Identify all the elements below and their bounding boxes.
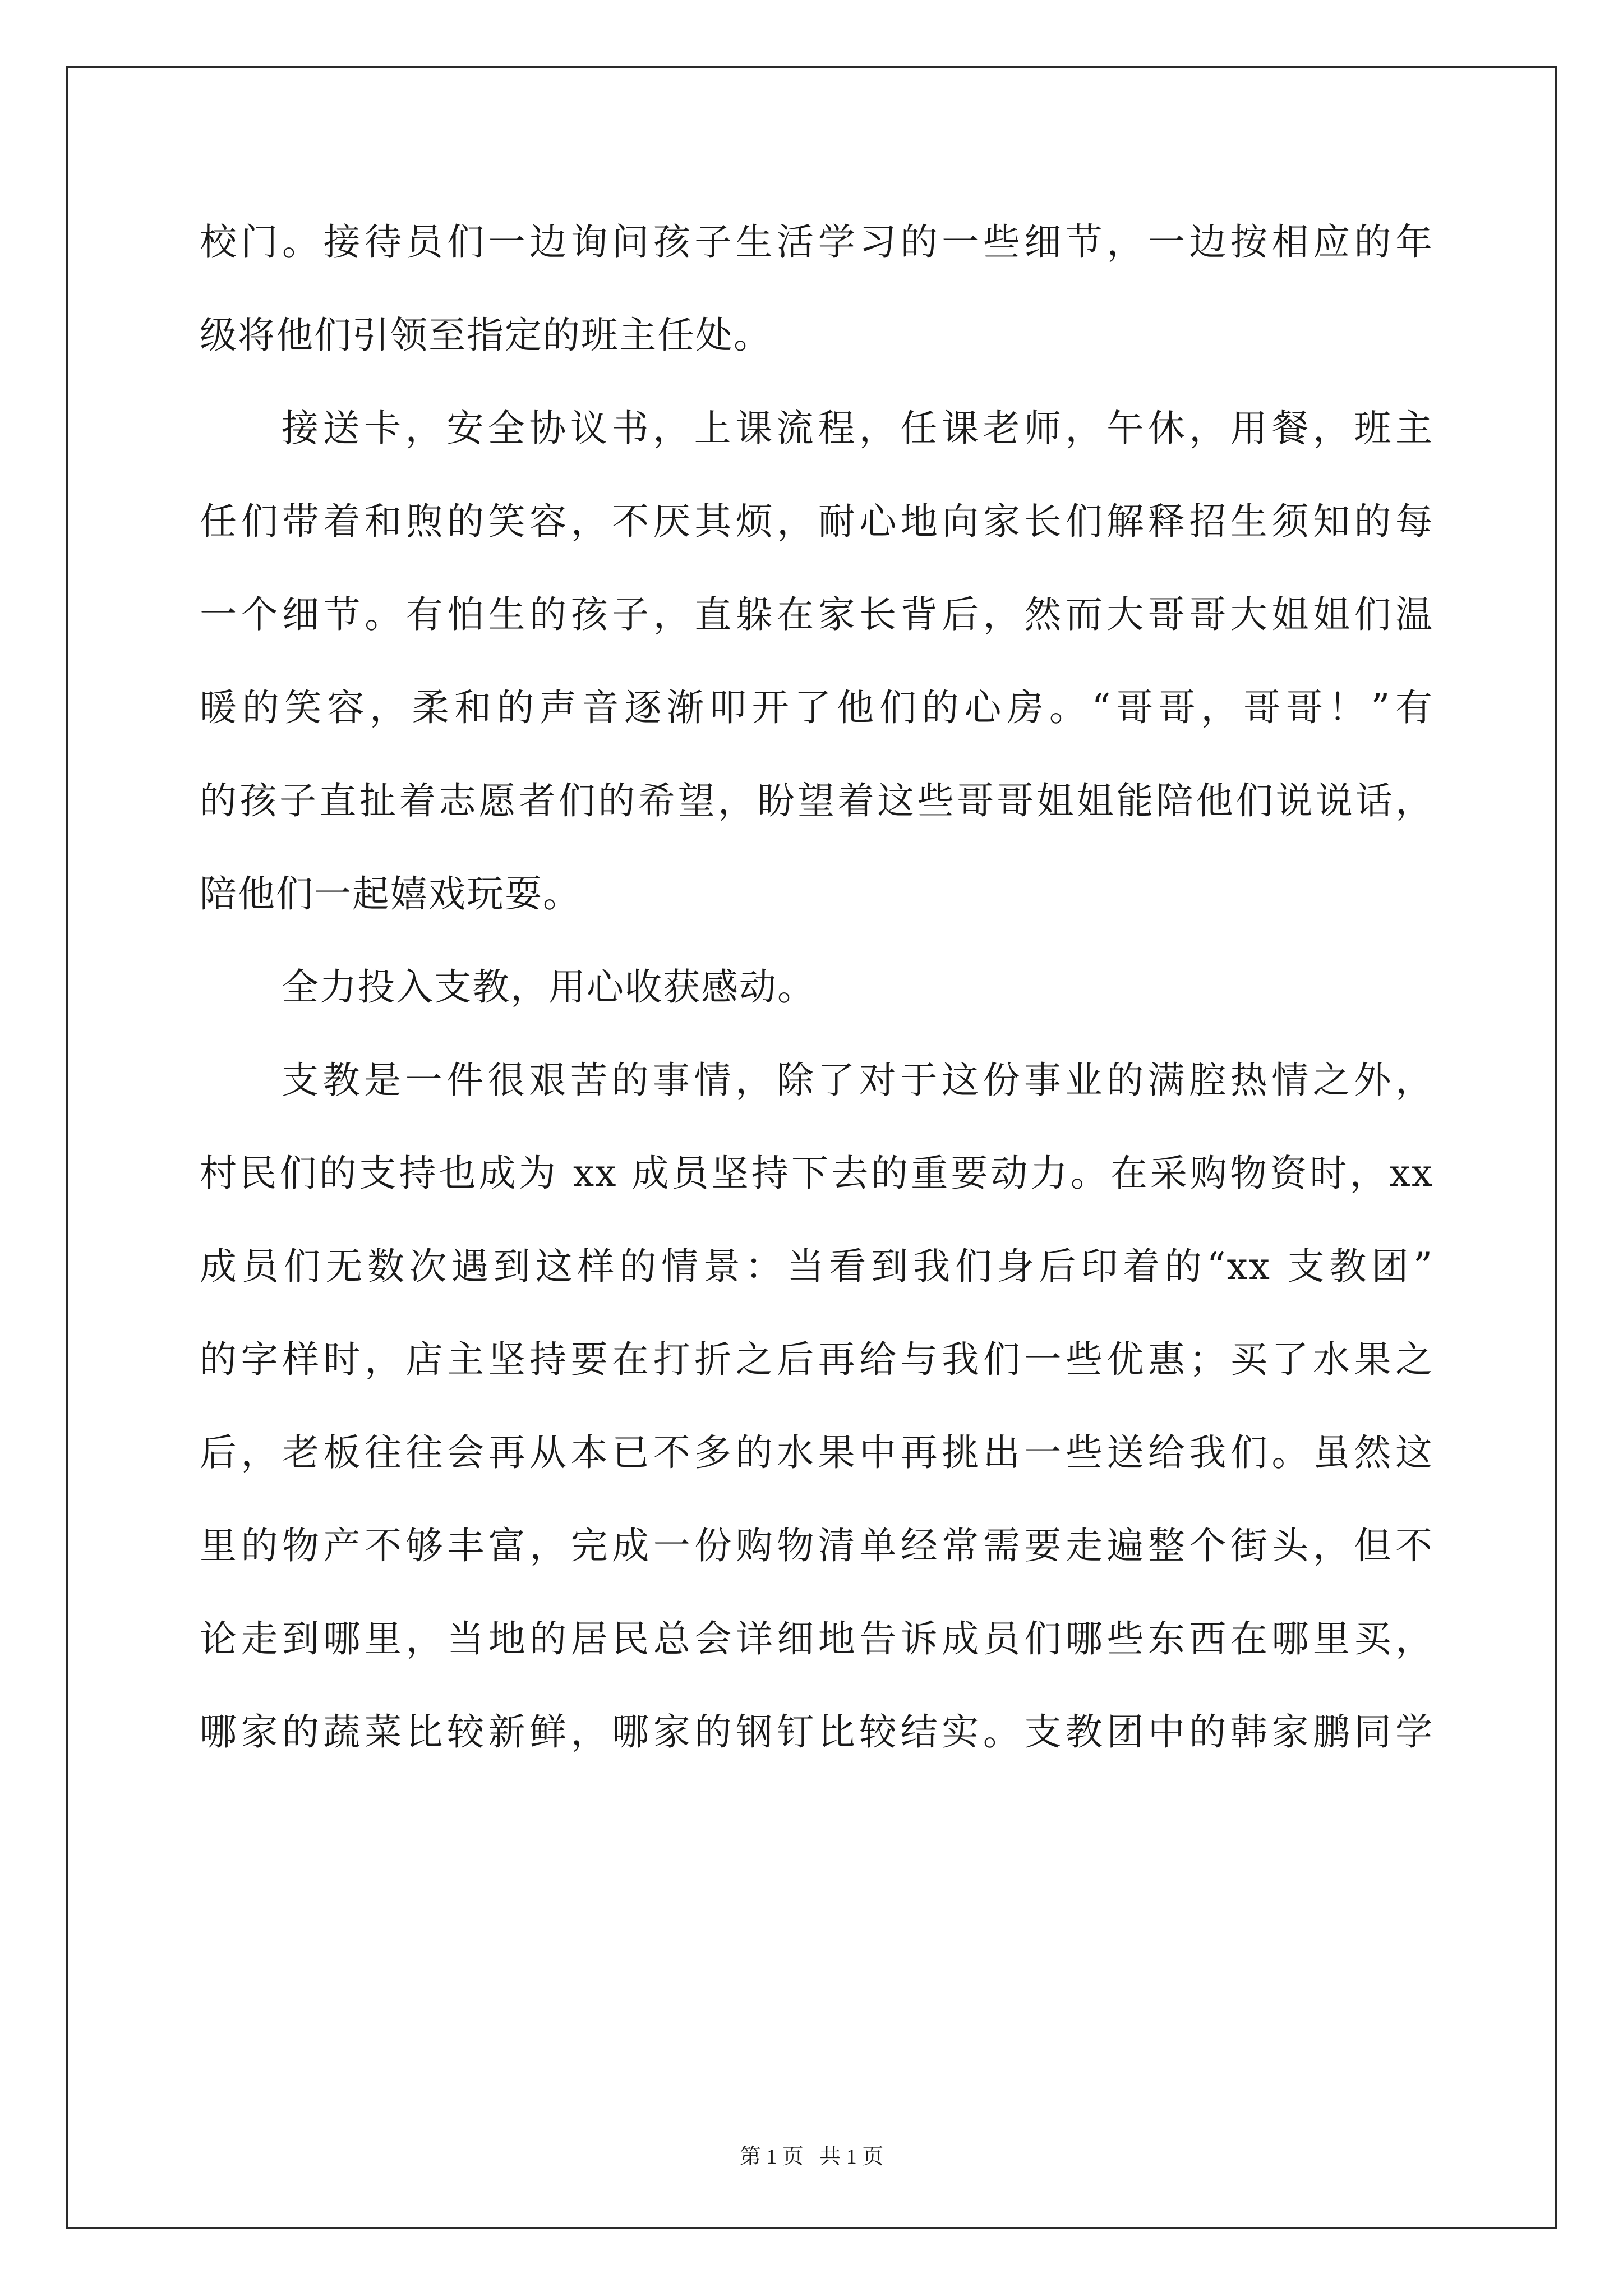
text-line: 一个细节。有怕生的孩子，直躲在家长背后，然而大哥哥大姐姐们温: [200, 593, 1433, 636]
text-line: 陪他们一起嬉戏玩耍。: [200, 872, 581, 915]
text-line: 的字样时，店主坚持要在打折之后再给与我们一些优惠；买了水果之: [200, 1338, 1433, 1381]
text-line: 暖的笑容，柔和的声音逐渐叩开了他们的心房。“哥哥，哥哥！”有: [200, 686, 1433, 729]
text-line: 里的物产不够丰富，完成一份购物清单经常需要走遍整个街头，但不: [200, 1524, 1433, 1567]
text-line: 任们带着和煦的笑容，不厌其烦，耐心地向家长们解释招生须知的每: [200, 500, 1433, 543]
text-line: 村民们的支持也成为 xx 成员坚持下去的重要动力。在采购物资时，xx: [200, 1152, 1433, 1195]
text-line: 全力投入支教，用心收获感动。: [282, 965, 815, 1009]
text-line: 哪家的蔬菜比较新鲜，哪家的钢钉比较结实。支教团中的韩家鹏同学: [200, 1710, 1433, 1754]
text-line: 接送卡，安全协议书，上课流程，任课老师，午休，用餐，班主: [282, 407, 1433, 450]
text-line: 论走到哪里，当地的居民总会详细地告诉成员们哪些东西在哪里买，: [200, 1617, 1433, 1660]
text-line: 支教是一件很艰苦的事情，除了对于这份事业的满腔热情之外，: [282, 1059, 1433, 1102]
page-footer: 第 1 页 共 1 页: [739, 2145, 884, 2169]
text-line: 级将他们引领至指定的班主任处。: [200, 314, 772, 357]
text-line: 成员们无数次遇到这样的情景：当看到我们身后印着的“xx 支教团”: [200, 1245, 1433, 1288]
document-body: [200, 214, 1433, 1797]
text-line: 的孩子直扯着志愿者们的希望，盼望着这些哥哥姐姐能陪他们说说话，: [200, 779, 1433, 822]
text-line: 后，老板往往会再从本已不多的水果中再挑出一些送给我们。虽然这: [200, 1431, 1433, 1474]
text-line: 校门。接待员们一边询问孩子生活学习的一些细节，一边按相应的年: [200, 220, 1433, 264]
